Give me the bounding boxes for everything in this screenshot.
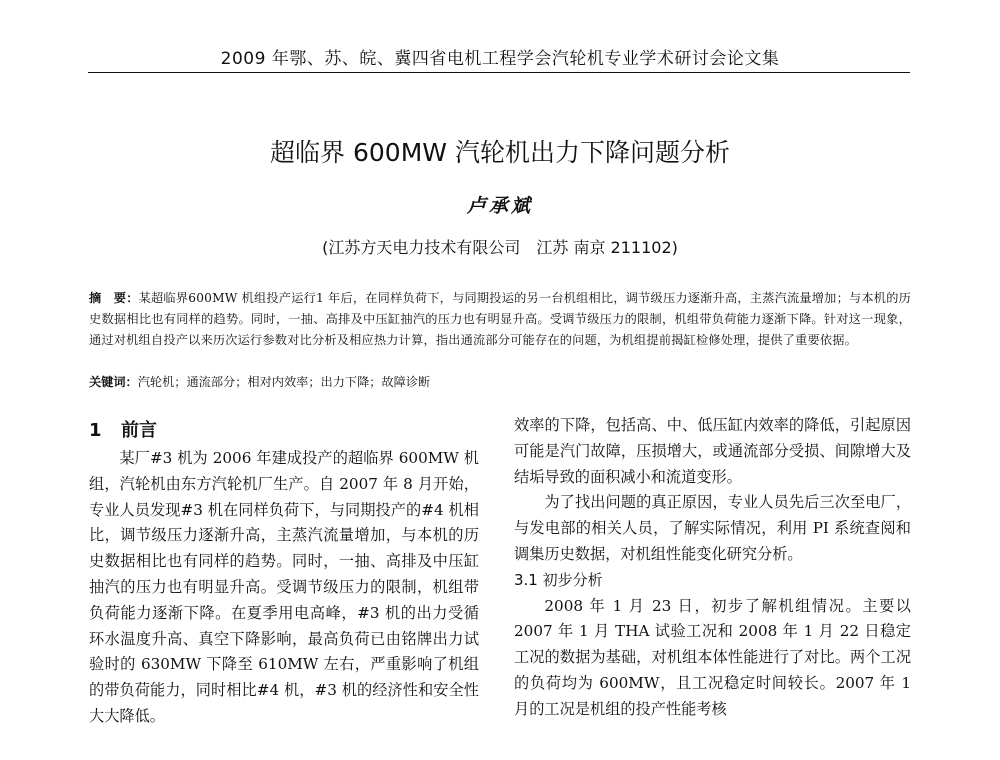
abstract <box>89 288 911 351</box>
intro-paragraph: 某厂#3 机为 2006 年建成投产的超临界 600MW 机组，汽轮机由东方汽轮机厂生产。自 2007 年 8 月开始，专业人员发现#3 机在同样负荷下，与同期投产的#4 机相比，调节级压力逐渐升高，主蒸汽流量增加，与本机的历史数据相比也有同样的趋势。同时，一抽、高排及中压缸抽汽的压力也有明显升高。受调节级压力的限制，机组带负荷能力逐渐下降。在夏季用电高峰，#3 机的出力受循环水温度升高、真空下降影响，最高负荷已由铭牌出力试验时的 630MW 下降至 610MW 左右，严重影响了机组的带负荷能力，同时相比#4 机，#3 机的经济性和安全性大大降低。 <box>89 449 479 725</box>
paper-title: 超临界 600MW 汽轮机出力下降问题分析 <box>270 138 730 167</box>
author-name: 卢承斌 <box>466 195 533 217</box>
section-title: 前言 <box>121 420 157 441</box>
affiliation: (江苏方天电力技术有限公司 江苏 南京 211102) <box>322 238 678 257</box>
continuation-paragraph: 效率的下降，包括高、中、低压缸内效率的降低，引起原因可能是汽门故障，压损增大，或通流部分受损、间隙增大及结垢导致的面积减小和流道变形。 <box>514 416 911 486</box>
keywords-text: 汽轮机；通流部分；相对内效率；出力下降；故障诊断 <box>137 375 431 389</box>
investigation-paragraph: 为了找出问题的真正原因，专业人员先后三次至电厂，与发电部的相关人员，了解实际情况，利用 PI 系统查阅和调集历史数据，对机组性能变化研究分析。 <box>514 493 911 563</box>
keywords-label: 关键词： <box>89 375 138 389</box>
left-column <box>89 416 479 730</box>
header-divider <box>88 72 910 73</box>
right-column <box>514 413 911 723</box>
analysis-paragraph: 2008 年 1 月 23 日，初步了解机组情况。主要以 2007 年 1 月 THA 试验工况和 2008 年 1 月 22 日稳定工况的数据为基础，对机组本体性能进行了对比。两个工况的负荷均为 600MW，且工况稳定时间较长。2007 年 1 月的工况是机组的投产性能考核 <box>514 596 911 718</box>
keywords <box>89 372 911 393</box>
subsection-heading: 3.1 初步分析 <box>514 570 603 589</box>
running-header: 2009 年鄂、苏、皖、冀四省电机工程学会汽轮机专业学术研讨会论文集 <box>220 49 780 69</box>
abstract-label: 摘 要： <box>89 291 139 305</box>
section-heading <box>89 416 479 446</box>
abstract-text: 某超临界600MW 机组投产运行1 年后，在同样负荷下，与同期投运的另一台机组相比，调节级压力逐渐升高，主蒸汽流量增加；与本机的历史数据相比也有同样的趋势。同时，一抽、高排及中压缸抽汽的压力也有明显升高。受调节级压力的限制，机组带负荷能力逐渐下降。针对这一现象，通过对机组自投产以来历次运行参数对比分析及相应热力计算，指出通流部分可能存在的问题，为机组提前揭缸检修处理，提供了重要依据。 <box>89 291 911 347</box>
section-number: 1 <box>89 420 102 441</box>
